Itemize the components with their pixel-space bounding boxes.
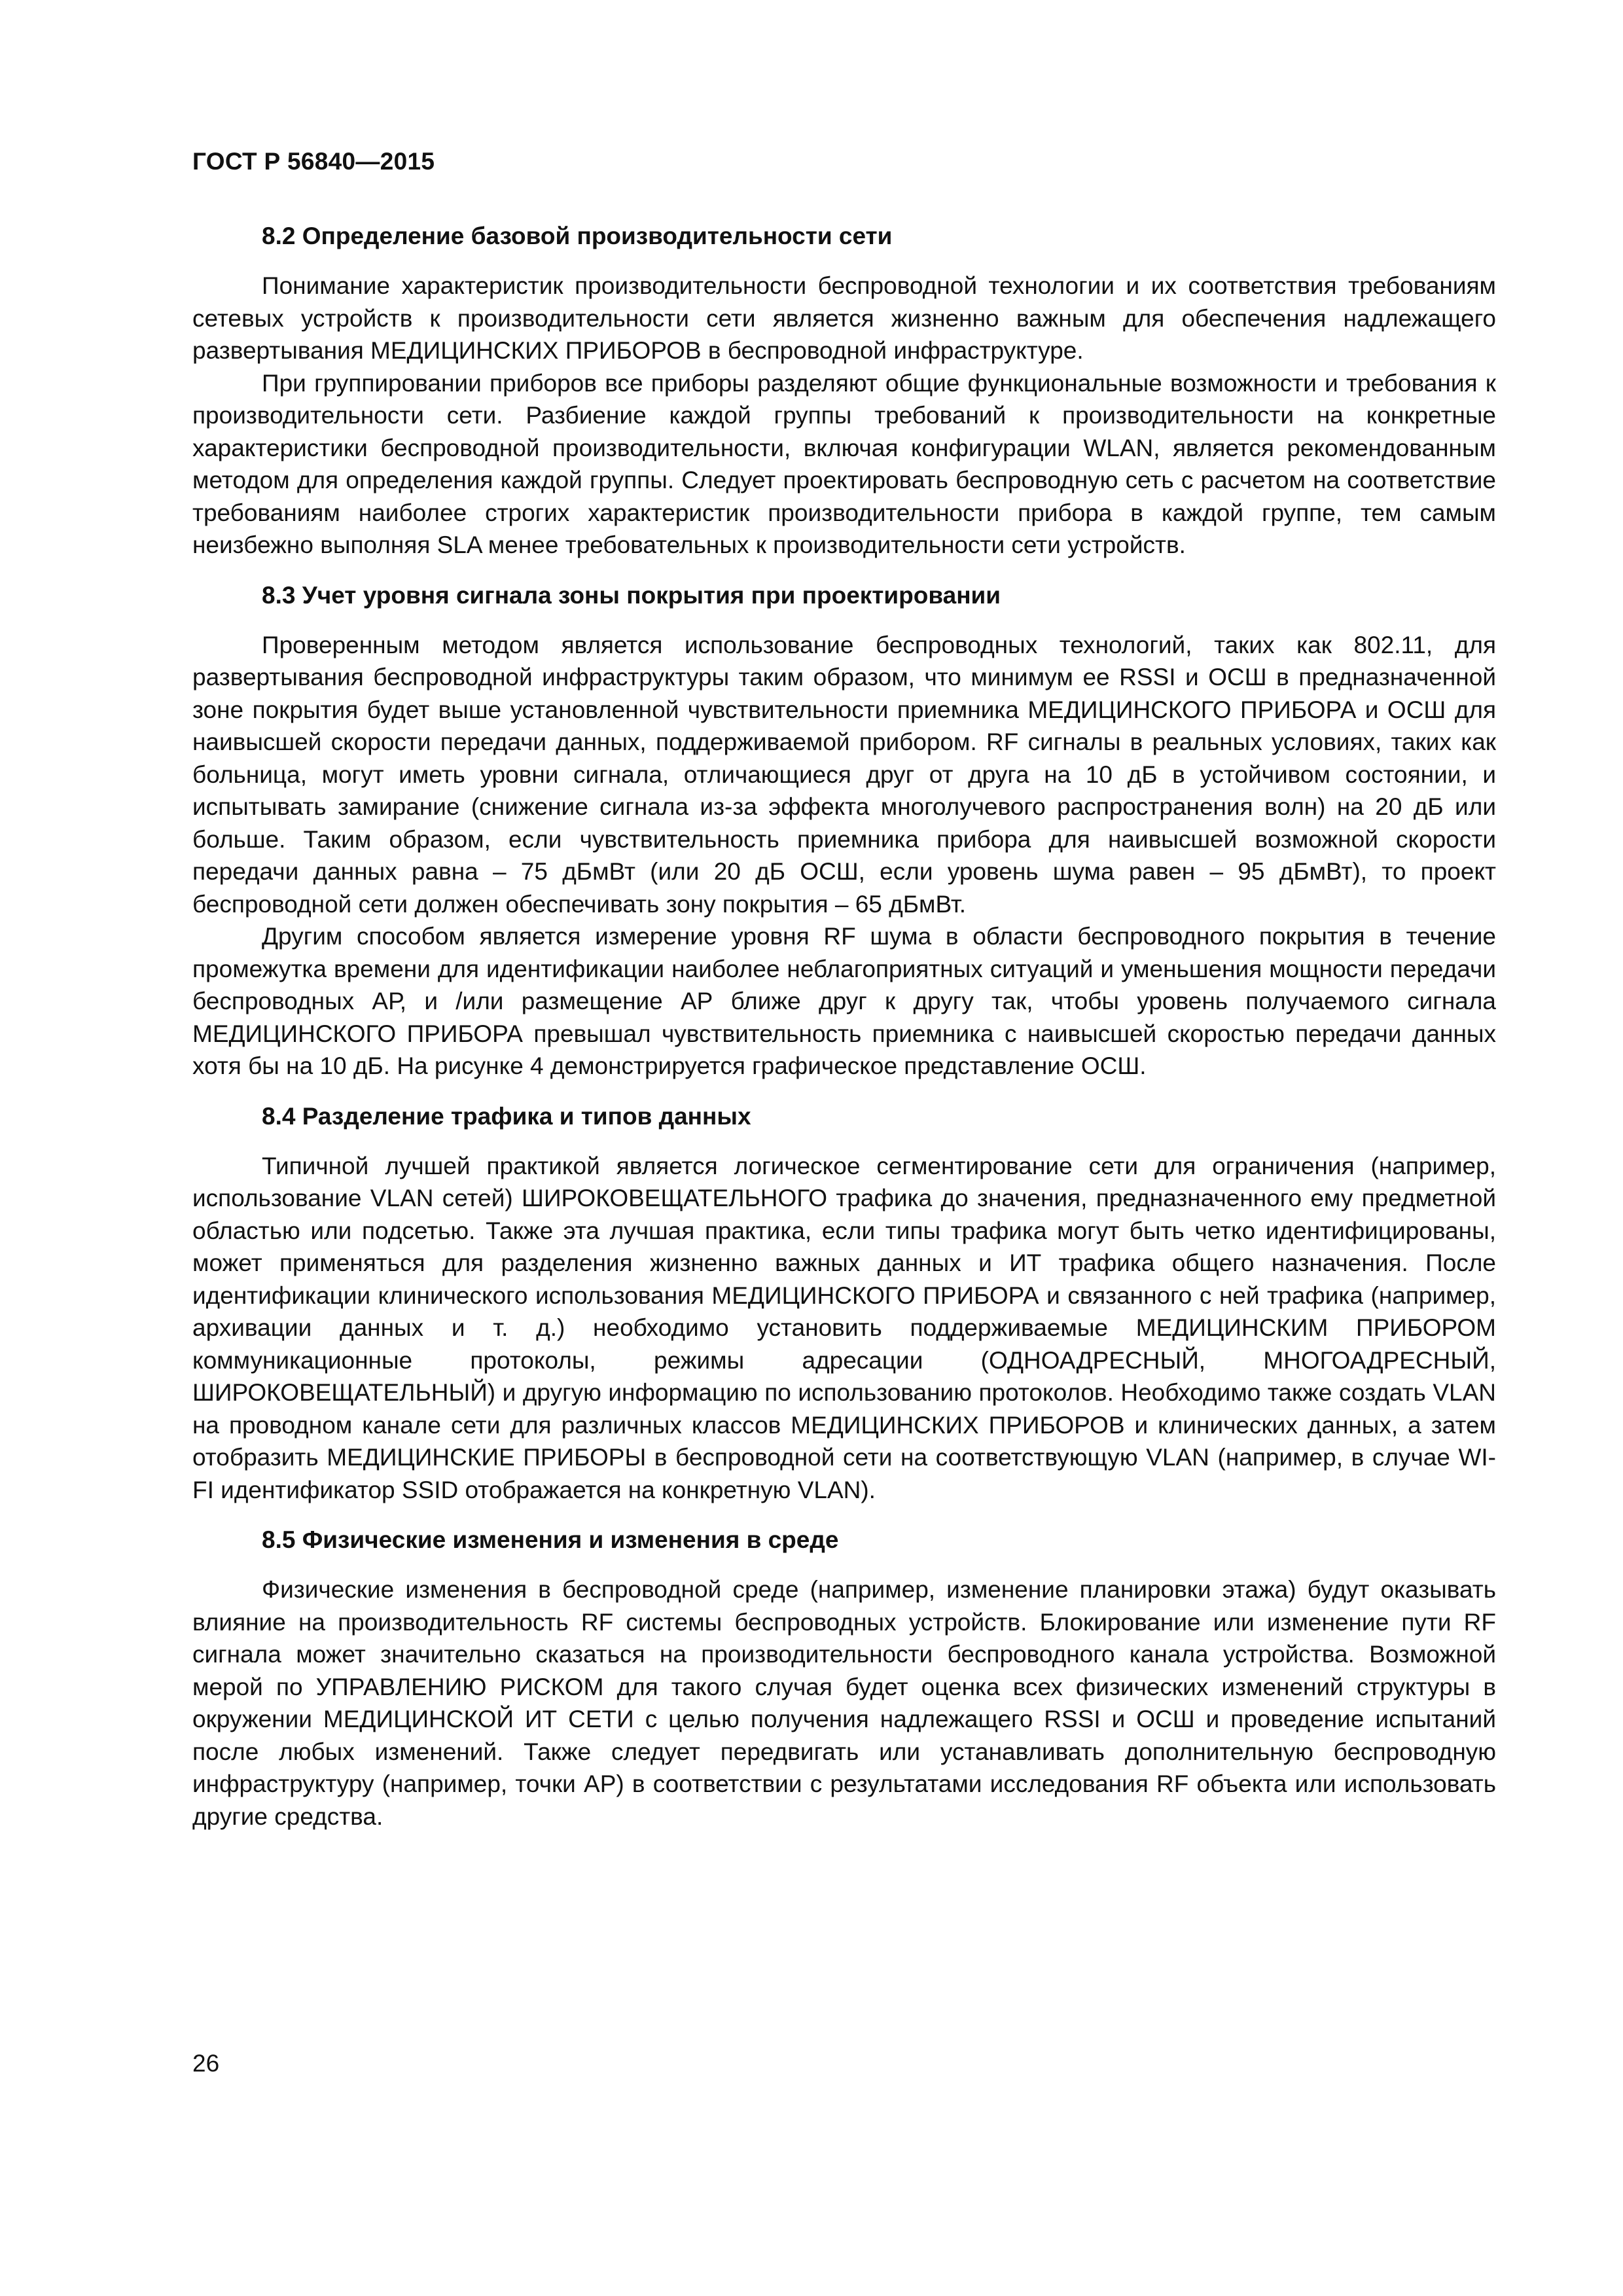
page-number: 26 [192, 2050, 220, 2077]
paragraph: Типичной лучшей практикой является логическое сегментирование сети для ограничения (например, использование VLAN сетей) ШИРОКОВЕЩАТЕЛЬНОГО трафика до значения, предназначенного ему предметной областью или подсетью. Также эта лучшая практика, если типы трафика могут быть четко идентифицированы, может применяться для разделения жизненно важных данных и ИТ трафика общего назначения. После идентификации клинического использования МЕДИЦИНСКОГО ПРИБОРА и связанного с ней трафика (например, архивации данных и т. д.) необходимо установить поддерживаемые МЕДИЦИНСКИМ ПРИБОРОМ коммуникационные протоколы, режимы адресации (ОДНОАДРЕСНЫЙ, МНОГОАДРЕСНЫЙ, ШИРОКОВЕЩАТЕЛЬНЫЙ) и другую информацию по использованию протоколов. Необходимо также создать VLAN на проводном канале сети для различных классов МЕДИЦИНСКИХ ПРИБОРОВ и клинических данных, а затем отобразить МЕДИЦИНСКИЕ ПРИБОРЫ в беспроводной сети на соответствующую VLAN (например, в случае WI-FI идентификатор SSID отображается на конкретную VLAN). [192, 1152, 1496, 1503]
section-title: 8.5 Физические изменения и изменения в среде [262, 1526, 839, 1553]
paragraph: Другим способом является измерение уровня RF шума в области беспроводного покрытия в течение промежутка времени для идентификации наиболее неблагоприятных ситуаций и уменьшения мощности передачи беспроводных АР, и /или размещение АР ближе друг к другу так, чтобы уровень получаемого сигнала МЕДИЦИНСКОГО ПРИБОРА превышал чувствительность приемника с наивысшей скоростью передачи данных хотя бы на 10 дБ. На рисунке 4 демонстрируется графическое представление ОСШ. [192, 923, 1496, 1079]
document-code-header: ГОСТ Р 56840—2015 [192, 148, 435, 175]
paragraph: Физические изменения в беспроводной среде (например, изменение планировки этажа) будут оказывать влияние на производительность RF системы беспроводных устройств. Блокирование или изменение пути RF сигнала может значительно сказаться на производительности беспроводного канала устройства. Возможной мерой по УПРАВЛЕНИЮ РИСКОМ для такого случая будет оценка всех физических изменений структуры в окружении МЕДИЦИНСКОЙ ИТ СЕТИ с целью получения надлежащего RSSI и ОСШ и проведение испытаний после любых изменений. Также следует передвигать или устанавливать дополнительную беспроводную инфраструктуру (например, точки АР) в соответствии с результатами исследования RF объекта или использовать другие средства. [192, 1576, 1496, 1830]
paragraph: Понимание характеристик производительности беспроводной технологии и их соответствия требованиям сетевых устройств к производительности сети является жизненно важным для обеспечения надлежащего развертывания МЕДИЦИНСКИХ ПРИБОРОВ в беспроводной инфраструктуре. [192, 272, 1496, 364]
section-8-4 [192, 1100, 1496, 1507]
document-page [192, 0, 1496, 2296]
section-8-3 [192, 579, 1496, 1083]
paragraph: Проверенным методом является использование беспроводных технологий, таких как 802.11, для развертывания беспроводной инфраструктуры таким образом, что минимум ее RSSI и ОСШ в предназначенной зоне покрытия будет выше установленной чувствительности приемника МЕДИЦИНСКОГО ПРИБОРА и ОСШ для наивысшей скорости передачи данных, поддерживаемой прибором. RF сигналы в реальных условиях, таких как больница, могут иметь уровни сигнала, отличающиеся друг от друга на 10 дБ в устойчивом состоянии, и испытывать замирание (снижение сигнала из-за эффекта многолучевого распространения волн) на 20 дБ или больше. Таким образом, если чувствительность приемника прибора для наивысшей возможной скорости передачи данных равна – 75 дБмВт (или 20 дБ ОСШ, если уровень шума равен – 95 дБмВт), то проект беспроводной сети должен обеспечивать зону покрытия – 65 дБмВт. [192, 631, 1496, 918]
document-body [192, 220, 1496, 1850]
paragraph: При группировании приборов все приборы разделяют общие функциональные возможности и требования к производительности сети. Разбиение каждой группы требований к производительности на конкретные характеристики беспроводной производительности, включая конфигурации WLAN, является рекомендованным методом для определения каждой группы. Следует проектировать беспроводную сеть с расчетом на соответствие требованиям наиболее строгих характеристик производительности прибора в каждой группе, тем самым неизбежно выполняя SLA менее требовательных к производительности сети устройств. [192, 369, 1496, 558]
section-title: 8.2 Определение базовой производительности сети [262, 223, 893, 249]
section-8-5 [192, 1524, 1496, 1833]
section-8-2 [192, 220, 1496, 562]
section-title: 8.4 Разделение трафика и типов данных [262, 1102, 751, 1130]
section-title: 8.3 Учет уровня сигнала зоны покрытия при проектировании [262, 581, 1001, 609]
